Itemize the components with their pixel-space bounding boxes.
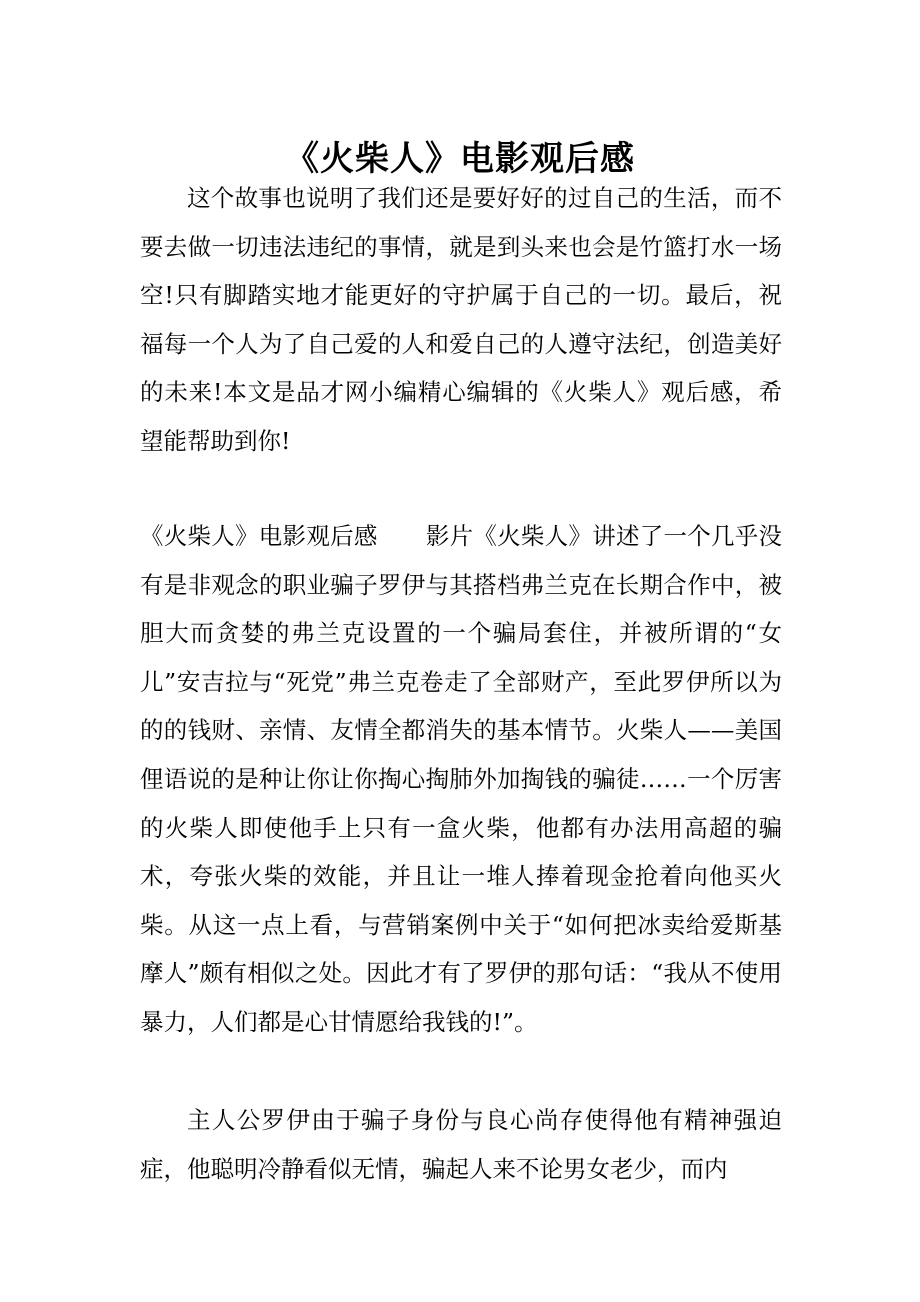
page-title: 《火柴人》电影观后感	[285, 138, 635, 179]
paragraph-protagonist: 主人公罗伊由于骗子身份与良心尚存使得他有精神强迫症，他聪明冷静看似无情，骗起人来不论男女老少，而内	[140, 1106, 782, 1183]
paragraph-review-body: 影片《火柴人》讲述了一个几乎没有是非观念的职业骗子罗伊与其搭档弗兰克在长期合作中，被胆大而贪婪的弗兰克设置的一个骗局套住，并被所谓的“女儿”安吉拉与“死党”弗兰克卷走了全部财产，至此罗伊所以为的的钱财、亲情、友情全都消失的基本情节。火柴人——美国俚语说的是种让你让你掏心掏肺外加掏钱的骗徒……一个厉害的火柴人即使他手上只有一盒火柴，他都有办法用高超的骗术，夸张火柴的效能，并且让一堆人捧着现金抢着向他买火柴。从这一点上看，与营销案例中关于“如何把冰卖给爱斯基摩人”颇有相似之处。因此才有了罗伊的那句话：“我从不使用暴力，人们都是心甘情愿给我钱的!”。	[140, 522, 783, 1036]
paragraph-review	[140, 512, 782, 1047]
paragraph-intro: 这个故事也说明了我们还是要好好的过自己的生活，而不要去做一切违法违纪的事情，就是到头来也会是竹篮打水一场空!只有脚踏实地才能更好的守护属于自己的一切。最后，祝福每一个人为了自己爱的人和爱自己的人遵守法纪，创造美好的未来!本文是品才网小编精心编辑的《火柴人》观后感，希望能帮助到你!	[140, 184, 782, 455]
inline-heading: 《火柴人》电影观后感	[140, 522, 378, 550]
